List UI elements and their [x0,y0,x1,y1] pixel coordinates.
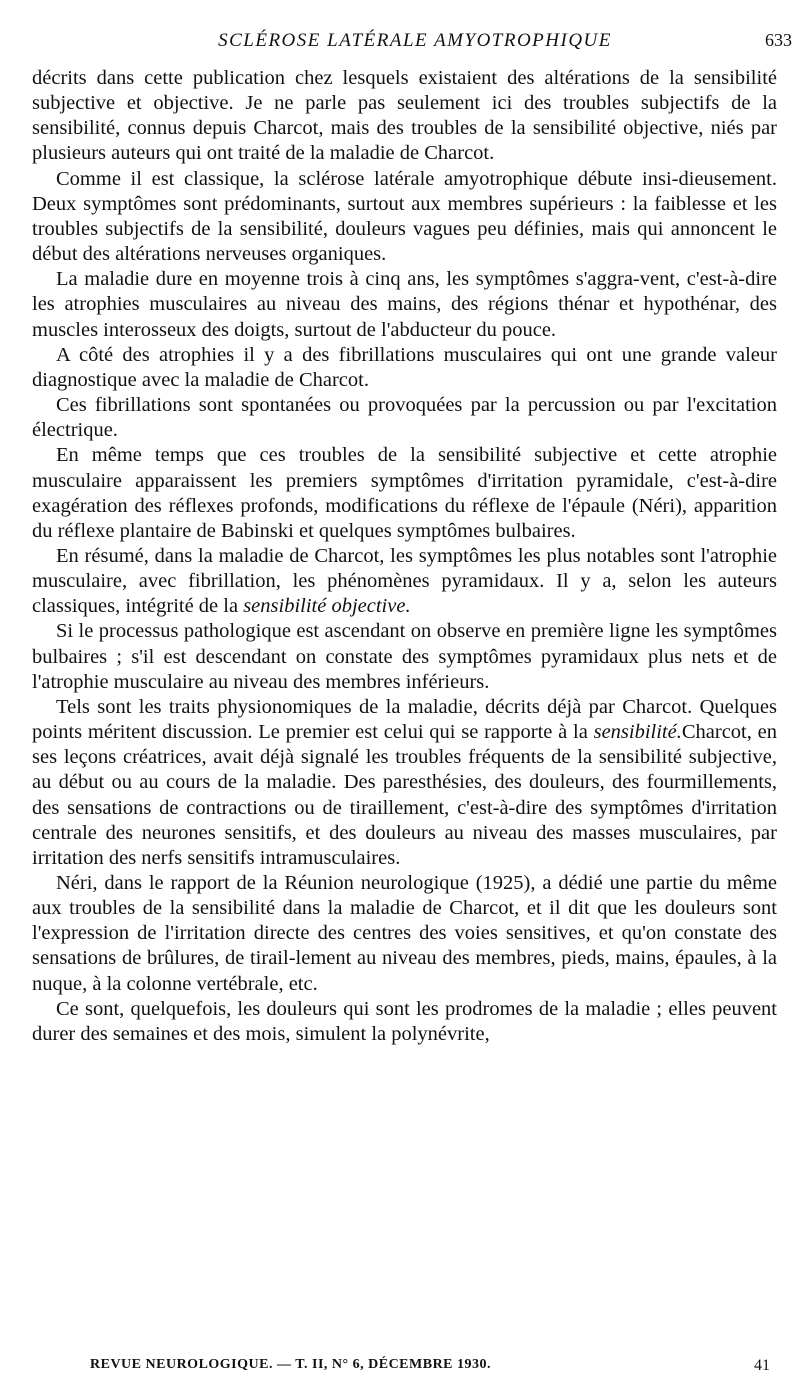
paragraph-pyramidal: En même temps que ces troubles de la sensibilité subjective et cette atrophie musculaire apparaissent les premiers symptômes d'irritation pyramidale, c'est-à-dire exagération des réflexes profonds, modifications du réflexe de l'épaule (Néri), apparition du réflexe plantaire de Babinski et quelques symptômes bulbaires. [32,444,777,542]
article-body [32,66,777,1047]
traits-before: Tels sont les traits physionomiques de la maladie, décrits déjà par Charcot. Quelques points méritent discussion. Le premier est celui qui se rapporte à la [32,695,777,744]
page-number: 633 [765,30,792,50]
journal-citation: REVUE NEUROLOGIQUE. — T. II, N° 6, DÉCEMBRE 1930. [90,1357,492,1372]
traits-after: Charcot, en ses leçons créatrices, avait déjà signalé les troubles fréquents de la sensibilité subjective, au début ou au cours de la maladie. Des paresthésies, des douleurs, des fourmillements, des sensations de contractions ou de tiraillement, c'est-à-dire des symptômes d'irritation centrale des neurones sensitifs, et des douleurs au niveau des masses musculaires, par irritation des nerfs sensitifs intramusculaires. [32,721,777,869]
paragraph-neri: Néri, dans le rapport de la Réunion neurologique (1925), a dédié une partie du même aux troubles de la sensibilité dans la maladie de Charcot, et il dit que les douleurs sont l'expression de l'irritation directe des centres des voies sensitives, et qu'on constate des sensations de brûlures, de tirail-lement au niveau des membres, pieds, mains, épaules, à la nuque, à la colonne vertébrale, etc. [32,872,777,995]
paragraph-progression: Si le processus pathologique est ascendant on observe en première ligne les symptômes bulbaires ; s'il est descendant on constate des symptômes pyramidaux plus nets et de l'atrophie musculaire au niveau des membres inférieurs. [32,620,777,693]
paragraph-onset: Comme il est classique, la sclérose latérale amyotrophique débute insi-dieusement. Deux symptômes sont prédominants, surtout aux membres supérieurs : la faiblesse et les troubles subjectifs de la sensibilité, douleurs vagues peu définies, mais qui annoncent le début des altérations nerveuses organiques. [32,167,777,266]
running-head [30,30,800,60]
paragraph-traits [32,695,777,871]
paragraph-continuation: décrits dans cette publication chez lesquels existaient des altérations de la sensibilité subjective et objective. Je ne parle pas seulement ici des troubles subjectifs de la sensibilité, connus depuis Charcot, mais des troubles de la sensibilité objective, niés par plusieurs auteurs qui ont traité de la maladie de Charcot. [32,67,777,165]
signature-mark: 41 [754,1357,770,1374]
summary-italic: sensibilité objective. [243,595,411,618]
paragraph-fibrillations: A côté des atrophies il y a des fibrillations musculaires qui ont une grande valeur diagnostique avec la maladie de Charcot. [32,343,777,391]
paragraph-summary [32,544,777,619]
traits-italic: sensibilité. [593,721,682,744]
summary-text: En résumé, dans la maladie de Charcot, les symptômes les plus notables sont l'atrophie musculaire, avec fibrillation, les phénomènes pyramidaux. Il y a, selon les auteurs classiques, intégrité de la [32,544,777,618]
paragraph-duration: La maladie dure en moyenne trois à cinq ans, les symptômes s'aggra-vent, c'est-à-dire les atrophies musculaires au niveau des mains, des régions thénar et hypothénar, des muscles interosseux des doigts, surtout de l'abducteur du pouce. [32,268,777,341]
page-footer [90,1357,770,1381]
running-title: SCLÉROSE LATÉRALE AMYOTROPHIQUE [218,30,612,51]
paragraph-fibrillation-types: Ces fibrillations sont spontanées ou provoquées par la percussion ou par l'excitation électrique. [32,394,777,442]
paragraph-prodromes: Ce sont, quelquefois, les douleurs qui sont les prodromes de la maladie ; elles peuvent durer des semaines et des mois, simulent la polynévrite, [32,997,777,1045]
